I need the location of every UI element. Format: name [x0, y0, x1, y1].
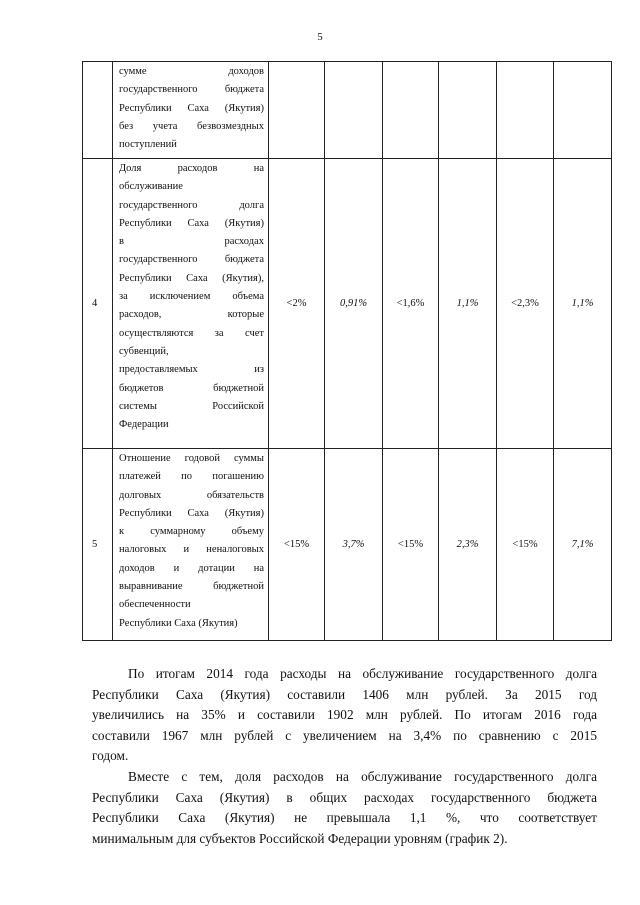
description-line: поступлений [119, 139, 177, 151]
description-line: государственного долга [119, 199, 264, 211]
value-cell: <15% [269, 449, 325, 641]
body-text [92, 664, 597, 849]
description-line: налоговых и неналоговых [119, 544, 264, 556]
value-cell: <1,6% [383, 159, 439, 449]
text-line: Вместе с тем, доля расходов на обслуживание государственного долга [128, 768, 597, 784]
value-cell: 1,1% [439, 159, 497, 449]
description-line: Республики Саха (Якутия) [119, 617, 238, 629]
description-line: бюджетов бюджетной [119, 382, 264, 394]
value-cell: <2% [269, 159, 325, 449]
value-cell: 0,91% [325, 159, 383, 449]
description-line: Республики Саха (Якутия) [119, 217, 264, 229]
value-cell: <15% [497, 449, 554, 641]
value-cell [269, 62, 325, 159]
table-row [83, 449, 612, 641]
value-cell [325, 62, 383, 159]
text-line: По итогам 2014 года расходы на обслуживание государственного долга [128, 666, 597, 681]
text-line: увеличились на 35% и составили 1902 млн рублей. По итогам 2016 года [92, 707, 597, 723]
description-line: государственного бюджета [119, 254, 264, 266]
description-line: осуществляются за счет [119, 327, 264, 339]
description-line: Федерации [119, 419, 169, 431]
row-number: 4 [83, 159, 113, 449]
value-cell [497, 62, 554, 159]
row-number: 5 [83, 449, 113, 641]
description-line: предоставляемых из [119, 364, 264, 376]
description-line: Республики Саха (Якутия) [119, 507, 264, 519]
description-line: расходов, которые [119, 309, 264, 321]
description-line: Отношение годовой суммы [119, 453, 264, 464]
page-number: 5 [317, 31, 323, 43]
row-description [113, 159, 269, 449]
table-row [83, 62, 612, 159]
description-line: за исключением объема [119, 291, 264, 303]
description-line: государственного бюджета [119, 84, 264, 96]
text-line: Республики Саха (Якутия) не превышала 1,1 %, что соответствует [92, 810, 597, 826]
table-row [83, 159, 612, 449]
text-line: Республики Саха (Якутия) в общих расходах государственного бюджета [92, 789, 597, 805]
description-line: выравнивание бюджетной [119, 581, 264, 593]
paragraph-debt-share [92, 767, 597, 849]
description-line: доходов и дотации на [119, 562, 264, 574]
description-line: Республики Саха (Якутия) [119, 102, 264, 114]
description-line: без учета безвозмездных [119, 120, 264, 132]
indicators-table [82, 61, 612, 641]
description-line: обслуживание [119, 181, 183, 193]
value-cell: 3,7% [325, 449, 383, 641]
paragraph-debt-service [92, 664, 597, 767]
description-line: Республики Саха (Якутия), [119, 272, 264, 284]
value-cell: <2,3% [497, 159, 554, 449]
value-cell [554, 62, 612, 159]
description-line: в расходах [119, 236, 264, 248]
description-line: платежей по погашению [119, 471, 264, 483]
description-line: долговых обязательств [119, 489, 264, 501]
text-line: минимальным для субъектов Российской Федерации уровням (график 2). [92, 830, 508, 846]
description-line: сумме доходов [119, 66, 264, 77]
text-line: Республики Саха (Якутия) составили 1406 млн рублей. За 2015 год [92, 686, 597, 702]
description-line: обеспеченности [119, 599, 191, 611]
row-description [113, 449, 269, 641]
description-line: к суммарному объему [119, 526, 264, 538]
value-cell: 7,1% [554, 449, 612, 641]
value-cell: 2,3% [439, 449, 497, 641]
description-line: Доля расходов на [119, 163, 264, 174]
value-cell: 1,1% [554, 159, 612, 449]
row-description [113, 62, 269, 159]
value-cell [383, 62, 439, 159]
description-line: системы Российской [119, 400, 264, 412]
text-line: годом. [92, 748, 129, 764]
row-number [83, 62, 113, 159]
description-line: субвенций, [119, 345, 169, 357]
text-line: составили 1967 млн рублей с увеличением на 3,4% по сравнению с 2015 [92, 727, 597, 743]
value-cell: <15% [383, 449, 439, 641]
value-cell [439, 62, 497, 159]
